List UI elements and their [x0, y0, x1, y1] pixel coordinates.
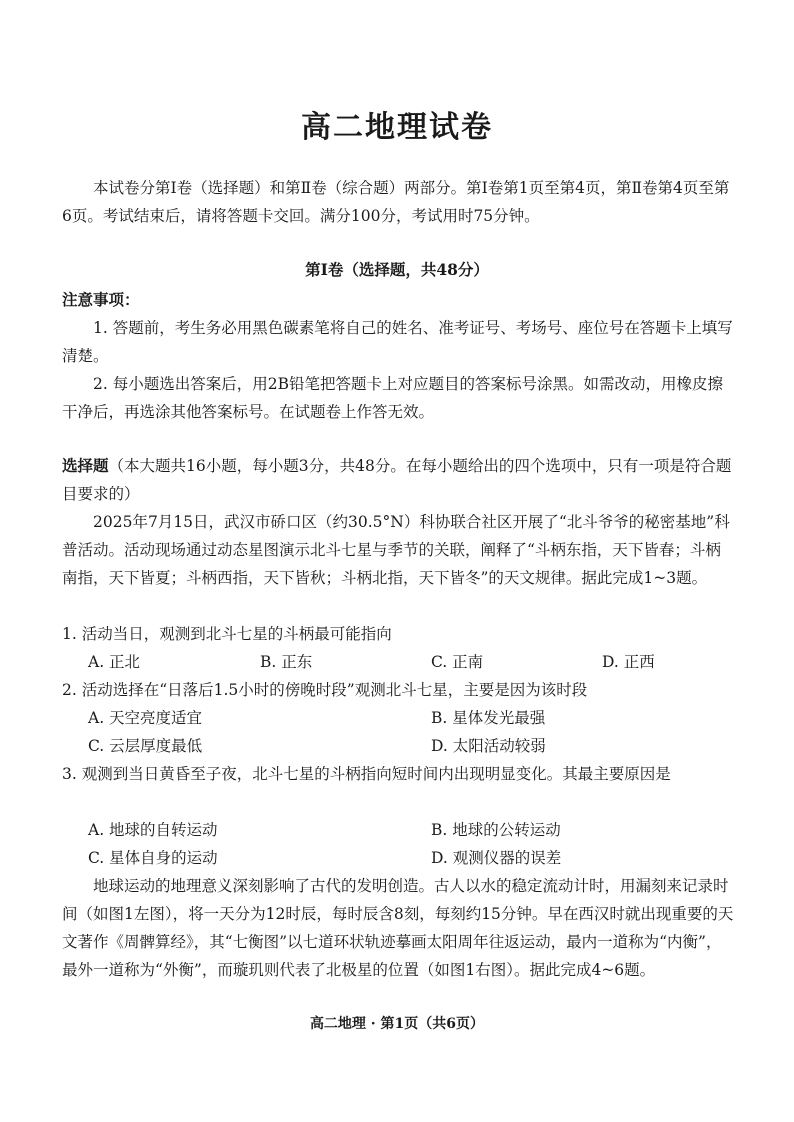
passage-2: 地球运动的地理意义深刻影响了古代的发明创造。古人以水的稳定流动计时，用漏刻来记录时间（如图1左图），将一天分为12时辰，每时辰含8刻，每刻约15分钟。早在西汉时就出现重要的天文著作《周髀算经》，其“七衡图”以七道环状轨迹摹画太阳周年往返运动，最内一道称为“内衡”，最外一道称为“外衡”，而璇玑则代表了北极星的位置（如图1右图）。据此完成4~6题。 — [62, 877, 734, 979]
q3-option-b: B. 地球的公转运动 — [431, 821, 561, 839]
passage-1: 2025年7月15日，武汉市硚口区（约30.5°N）科协联合社区开展了“北斗爷爷的秘密基地”科普活动。活动现场通过动态星图演示北斗七星与季节的关联，阐释了“斗柄东指，天下皆春；斗柄南指，天下皆夏；斗柄西指，天下皆秋；斗柄北指，天下皆冬”的天文规律。据此完成1~3题。 — [62, 513, 730, 587]
q1-option-d: D. 正西 — [602, 653, 655, 671]
q3-option-c: C. 星体自身的运动 — [88, 849, 218, 867]
q3-option-d: D. 观测仪器的误差 — [431, 849, 562, 867]
question-2-stem: 2. 活动选择在“日落后1.5小时的傍晚时段”观测北斗七星，主要是因为该时段 — [62, 681, 588, 699]
question-3-stem: 3. 观测到当日黄昏至子夜，北斗七星的斗柄指向短时间内出现明显变化。其最主要原因是 — [62, 765, 671, 783]
q2-option-d: D. 太阳活动较弱 — [431, 737, 546, 755]
q1-option-a: A. 正北 — [88, 653, 141, 671]
q2-option-a: A. 天空亮度适宜 — [88, 709, 203, 727]
question-2-options-row2 — [88, 732, 728, 760]
part1-heading: 第Ⅰ卷（选择题，共48分） — [305, 260, 489, 279]
page-footer: 高二地理 · 第1页（共6页） — [309, 1016, 485, 1032]
section-desc: （本大题共16小题，每小题3分，共48分。在每小题给出的四个选项中，只有一项是符合题目要求的） — [62, 457, 732, 503]
exam-intro: 本试卷分第Ⅰ卷（选择题）和第Ⅱ卷（综合题）两部分。第Ⅰ卷第1页至第4页，第Ⅱ卷第4页至第6页。考试结束后，请将答题卡交回。满分100分，考试用时75分钟。 — [62, 179, 730, 225]
section-label: 选择题 — [62, 456, 109, 475]
notice-item-1: 1. 答题前，考生务必用黑色碳素笔将自己的姓名、准考证号、考场号、座位号在答题卡上填写清楚。 — [62, 319, 733, 365]
question-2-options-row1 — [88, 704, 728, 732]
question-3-options-row2 — [88, 844, 728, 872]
q2-option-b: B. 星体发光最强 — [431, 709, 546, 727]
question-3-options-row1 — [88, 816, 728, 844]
notice-item-2: 2. 每小题选出答案后，用2B铅笔把答题卡上对应题目的答案标号涂黑。如需改动，用橡皮擦干净后，再选涂其他答案标号。在试题卷上作答无效。 — [62, 375, 723, 421]
page-title: 高二地理试卷 — [301, 110, 493, 145]
q2-option-c: C. 云层厚度最低 — [88, 737, 203, 755]
q1-option-c: C. 正南 — [431, 653, 484, 671]
question-1-stem: 1. 活动当日，观测到北斗七星的斗柄最可能指向 — [62, 625, 392, 643]
q3-option-a: A. 地球的自转运动 — [88, 821, 218, 839]
notice-heading: 注意事项： — [62, 290, 140, 309]
section-intro — [62, 452, 734, 508]
q1-option-b: B. 正东 — [260, 653, 313, 671]
question-1-options — [88, 648, 728, 676]
